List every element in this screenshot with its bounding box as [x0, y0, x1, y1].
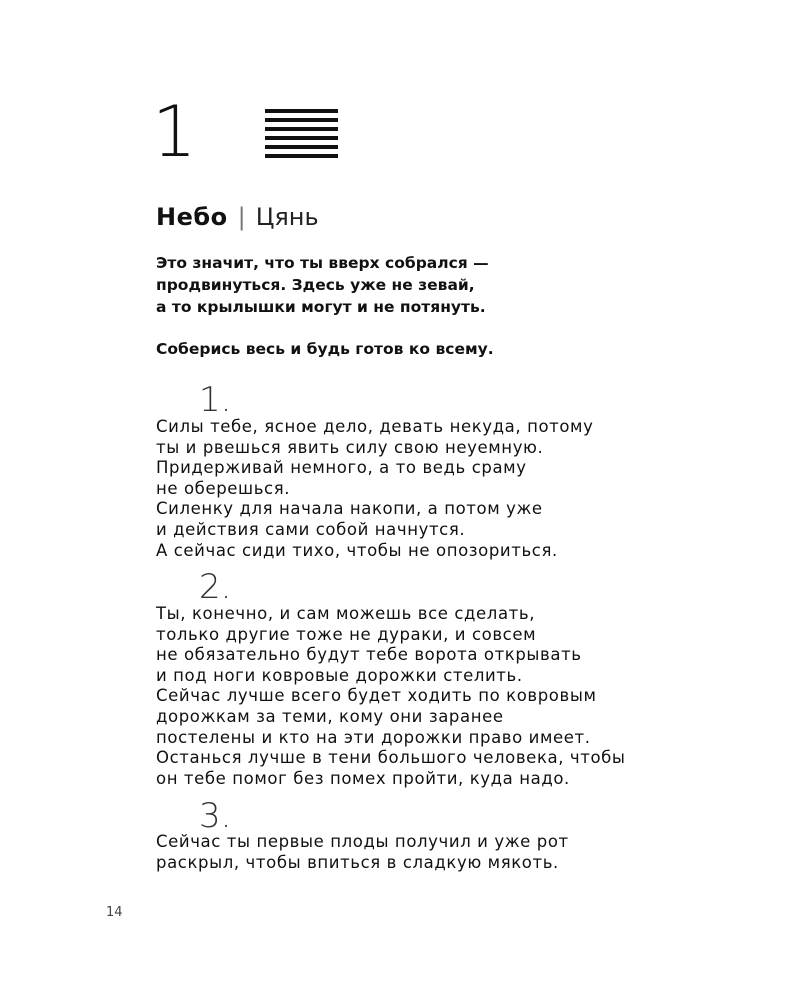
page-number: 14 — [106, 905, 123, 920]
verse-line: ты и рвешься явить силу свою неуемную. — [156, 437, 544, 457]
verse-line: А сейчас сиди тихо, чтобы не опозориться. — [156, 540, 558, 560]
verse-line: он тебе помог без помех пройти, куда надо. — [156, 768, 570, 788]
verse-line: Придерживай немного, а то ведь сраму — [156, 458, 527, 478]
title-main: Небо — [156, 203, 228, 231]
verse-line: Сейчас ты первые плоды получил и уже рот — [156, 832, 569, 851]
title-subtitle: Цянь — [255, 203, 319, 231]
hexagram-line — [265, 136, 338, 140]
intro-closing: Соберись весь и будь готов ко всему. — [156, 340, 494, 358]
hexagram-line — [265, 145, 338, 149]
intro-block — [156, 252, 716, 360]
chapter-title — [156, 200, 319, 234]
verse-line: раскрыл, чтобы впиться в сладкую мякоть. — [156, 852, 559, 872]
verse-line: дорожкам за теми, кому они заранее — [156, 706, 504, 726]
intro-line: Это значит, что ты вверх собрался — — [156, 254, 489, 272]
verse-line: Силенку для начала накопи, а потом уже — [156, 499, 543, 519]
verse-line: Останься лучше в тени большого человека, чтобы — [156, 748, 626, 768]
chapter-number: 1 — [152, 91, 197, 173]
title-separator: | — [237, 203, 246, 231]
verse-line: не оберешься. — [156, 478, 291, 498]
verse-line: и действия сами собой начнутся. — [156, 519, 466, 539]
hexagram-line — [265, 118, 338, 122]
verse-number: 3. — [199, 796, 232, 836]
hexagram-line — [265, 154, 338, 158]
verse-text — [156, 417, 736, 561]
hexagram-line — [265, 109, 338, 113]
verse-text — [156, 604, 736, 789]
intro-line: а то крылышки могут и не потянуть. — [156, 298, 486, 316]
hexagram-line — [265, 127, 338, 131]
verse-number: 2. — [199, 567, 232, 607]
hexagram-six-solid-lines-icon — [265, 109, 338, 163]
verse-text — [156, 832, 736, 873]
verse-number: 1. — [199, 380, 232, 420]
verse-line: постелены и кто на эти дорожки право имеет. — [156, 727, 591, 747]
verse-line: Силы тебе, ясное дело, девать некуда, потому — [156, 417, 594, 436]
verse-line: только другие тоже не дураки, и совсем — [156, 624, 537, 644]
verse-line: и под ноги ковровые дорожки стелить. — [156, 665, 523, 685]
verse-line: не обязательно будут тебе ворота открывать — [156, 645, 582, 665]
verse-line: Ты, конечно, и сам можешь все сделать, — [156, 604, 536, 623]
intro-line: продвинуться. Здесь уже не зевай, — [156, 276, 475, 294]
verse-line: Сейчас лучше всего будет ходить по ковровым — [156, 686, 597, 706]
